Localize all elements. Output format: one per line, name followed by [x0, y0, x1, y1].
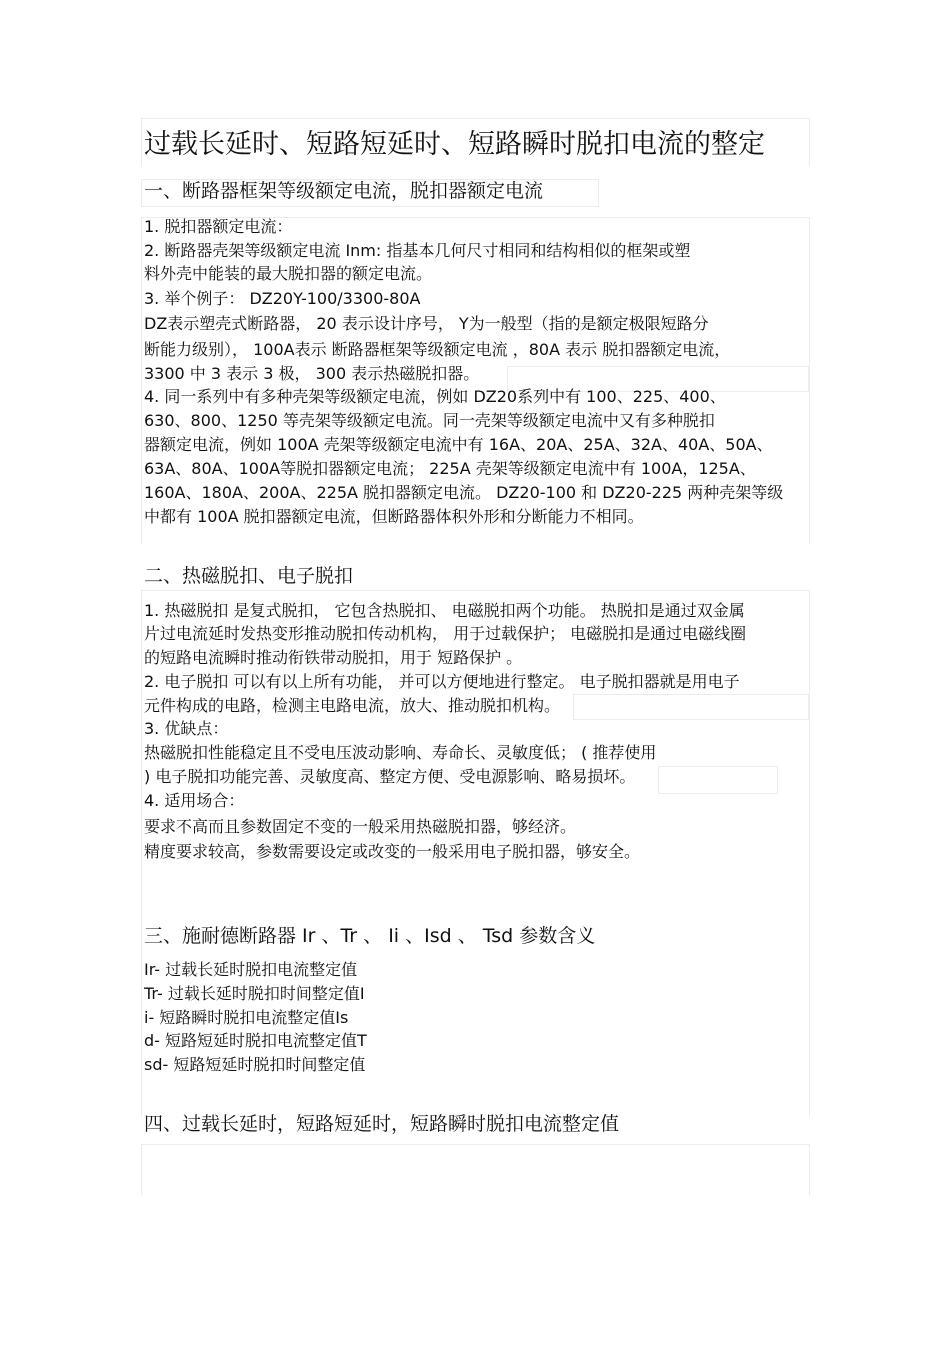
section-2-line: 3. 优缺点：: [144, 719, 229, 738]
section-1-line: 断能力级别）， 100A表示 断路器框架等级额定电流 ，80A 表示 脱扣器额定电流，: [144, 340, 731, 359]
section-2-heading: 二、热磁脱扣、电子脱扣: [144, 565, 354, 587]
section-1-line: 料外壳中能装的最大脱扣器的额定电流。: [144, 264, 433, 283]
scan-frame-notch-2: [573, 694, 809, 720]
section-3-line: d- 短路短延时脱扣电流整定值T: [144, 1031, 367, 1050]
section-2-line: 元件构成的电路，检测主电路电流，放大、推动脱扣机构。: [144, 696, 561, 715]
section-2-line: ) 电子脱扣功能完善、灵敏度高、整定方便、受电源影响、略易损坏。: [144, 767, 636, 786]
section-1-line: 630、800、1250 等壳架等级额定电流。同一壳架等级额定电流中又有多种脱扣: [144, 411, 715, 430]
section-1-line: 3300 中 3 表示 3 极， 300 表示热磁脱扣器。: [144, 364, 480, 383]
section-2-line: 1. 热磁脱扣 是复式脱扣， 它包含热脱扣、 电磁脱扣两个功能。 热脱扣是通过双金属: [144, 601, 745, 620]
section-1-line: 160A、180A、200A、225A 脱扣器额定电流。 DZ20-100 和 DZ20-225 两种壳架等级: [144, 483, 784, 502]
section-1-line: 1. 脱扣器额定电流：: [144, 217, 293, 236]
section-3-heading: 三、施耐德断路器 Ir 、Tr 、 Ii 、Isd 、 Tsd 参数含义: [144, 925, 596, 947]
section-1-line: DZ表示塑壳式断路器， 20 表示设计序号， Y为一般型（指的是额定极限短路分: [144, 314, 709, 333]
section-2-line: 2. 电子脱扣 可以有以上所有功能， 并可以方便地进行整定。 电子脱扣器就是用电子: [144, 672, 740, 691]
document-title: 过载长延时、短路短延时、短路瞬时脱扣电流的整定: [144, 129, 765, 160]
section-1-line: 3. 举个例子： DZ20Y-100/3300-80A: [144, 289, 421, 308]
section-1-line: 器额定电流，例如 100A 壳架等级额定电流中有 16A、20A、25A、32A、40A、50A、: [144, 435, 773, 454]
section-2-line: 片过电流延时发热变形推动脱扣传动机构， 用于过载保护； 电磁脱扣是通过电磁线圈: [144, 624, 747, 643]
section-3-line: sd- 短路短延时脱扣时间整定值: [144, 1055, 366, 1074]
scan-frame-bottom: [141, 1144, 810, 1195]
section-4-heading: 四、过载长延时，短路短延时，短路瞬时脱扣电流整定值: [144, 1113, 620, 1135]
section-2-line: 精度要求较高，参数需要设定或改变的一般采用电子脱扣器，够安全。: [144, 842, 641, 861]
section-3-line: Tr- 过载长延时脱扣时间整定值I: [144, 984, 365, 1003]
scan-frame-notch-3: [658, 766, 778, 794]
section-1-line: 63A、80A、100A等脱扣器额定电流； 225A 壳架等级额定电流中有 100A，125A、: [144, 459, 756, 478]
section-2-line: 4. 适用场合：: [144, 791, 245, 810]
section-3-line: i- 短路瞬时脱扣电流整定值Is: [144, 1008, 349, 1027]
section-2-line: 热磁脱扣性能稳定且不受电压波动影响、寿命长、灵敏度低； ( 推荐使用: [144, 743, 657, 762]
section-1-line: 2. 断路器壳架等级额定电流 Inm: 指基本几何尺寸相同和结构相似的框架或塑: [144, 241, 691, 260]
section-2-line: 要求不高而且参数固定不变的一般采用热磁脱扣器，够经济。: [144, 817, 577, 836]
section-1-line: 4. 同一系列中有多种壳架等级额定电流，例如 DZ20系列中有 100、225、400、: [144, 387, 726, 406]
section-3-line: Ir- 过载长延时脱扣电流整定值: [144, 960, 358, 979]
section-1-line: 中都有 100A 脱扣器额定电流，但断路器体积外形和分断能力不相同。: [144, 507, 644, 526]
section-2-line: 的短路电流瞬时推动衔铁带动脱扣，用于 短路保护 。: [144, 648, 523, 667]
section-1-heading: 一、断路器框架等级额定电流，脱扣器额定电流: [144, 180, 544, 202]
